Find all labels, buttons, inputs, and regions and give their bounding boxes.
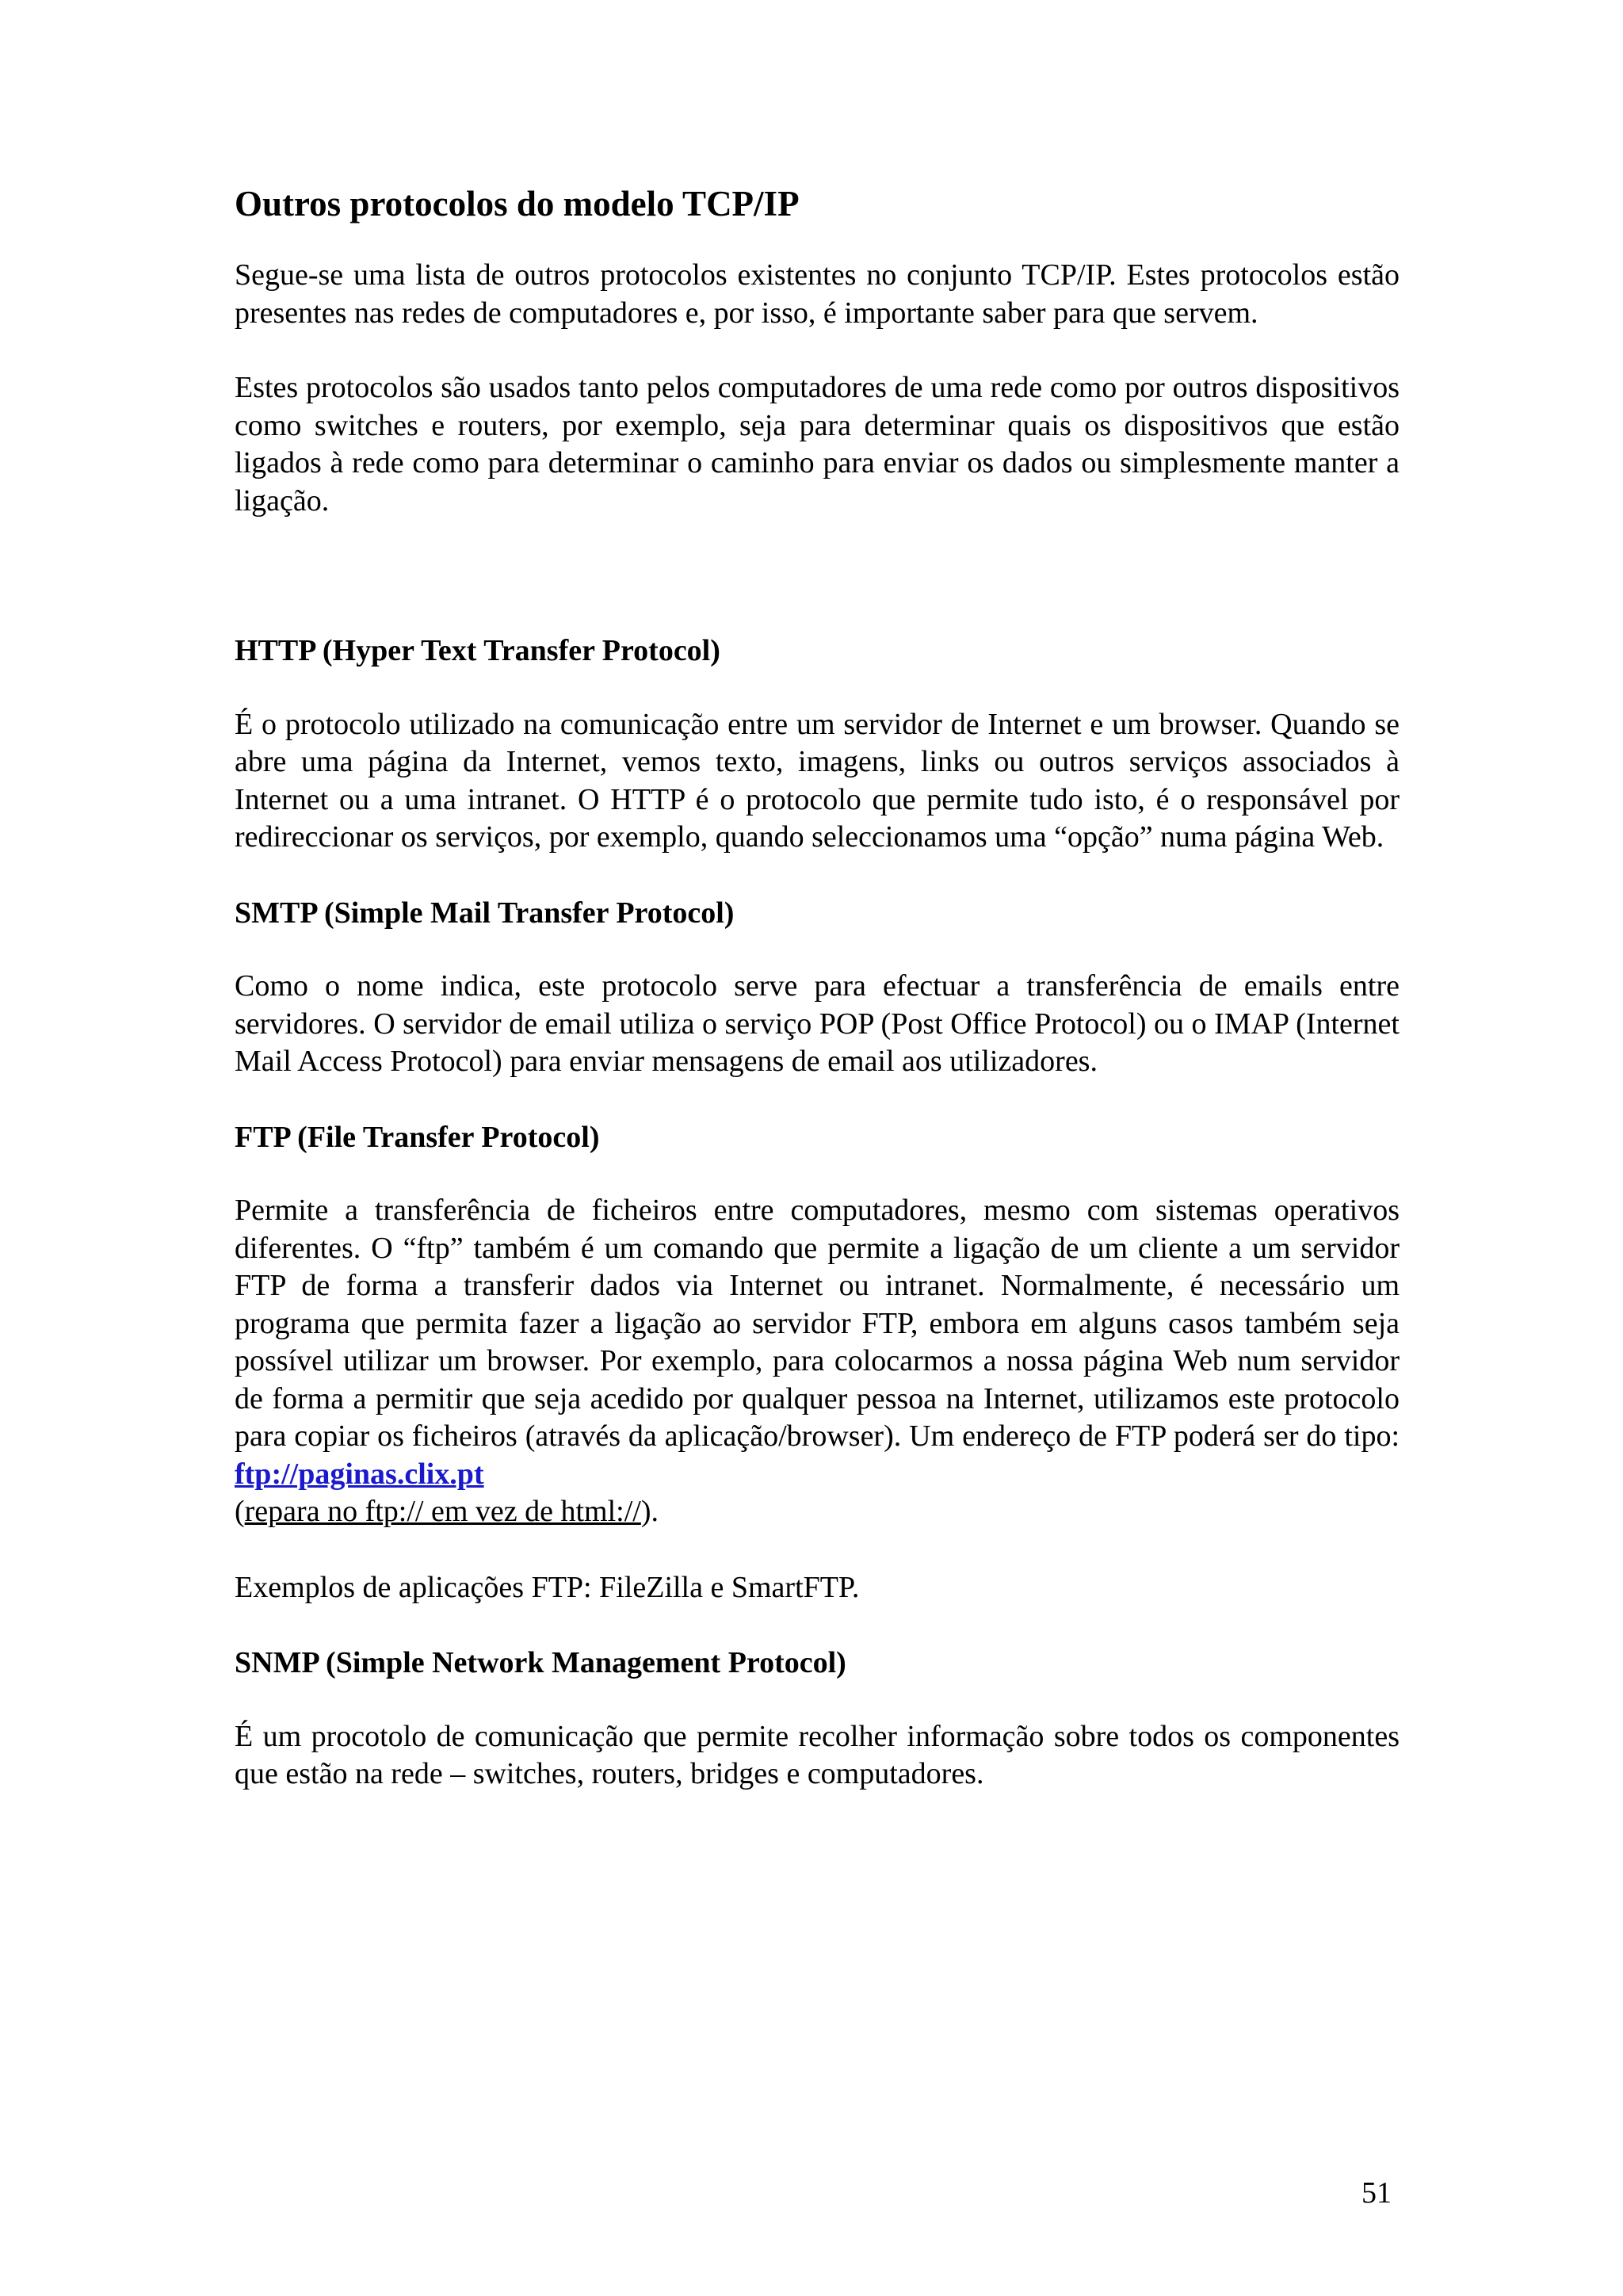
document-page: [235, 182, 1400, 1794]
page-number: 51: [1361, 2176, 1392, 2210]
ftp-note-open: (: [235, 1495, 245, 1528]
snmp-heading: SNMP (Simple Network Management Protocol): [235, 1646, 846, 1679]
smtp-paragraph: Como o nome indica, este protocolo serve para efectuar a transferência de emails entre servidores. O servidor de email utiliza o serviço POP (Post Office Protocol) ou o IMAP (Internet Mail Access Protocol) para enviar mensagens de email aos utilizadores.: [235, 969, 1400, 1078]
smtp-heading: SMTP (Simple Mail Transfer Protocol): [235, 896, 735, 930]
intro-paragraph-1: Segue-se uma lista de outros protocolos existentes no conjunto TCP/IP. Estes protocolos estão presentes nas redes de computadores e, por isso, é importante saber para que servem.: [235, 258, 1400, 330]
ftp-paragraph-text: Permite a transferência de ficheiros entre computadores, mesmo com sistemas operativos diferentes. O “ftp” também é um comando que permite a ligação de um cliente a um servidor FTP de forma a transferir dados via Internet ou intranet. Normalmente, é necessário um programa que permita fazer a ligação ao servidor FTP, embora em alguns casos também seja possível utilizar um browser. Por exemplo, para colocarmos a nossa página Web num servidor de forma a permitir que seja acedido por qualquer pessoa na Internet, utilizamos este protocolo para copiar os ficheiros (através da aplicação/browser). Um endereço de FTP poderá ser do tipo:: [235, 1194, 1400, 1453]
ftp-examples: Exemplos de aplicações FTP: FileZilla e SmartFTP.: [235, 1570, 860, 1604]
ftp-note-close: ).: [640, 1495, 659, 1528]
intro-paragraph-2: Estes protocolos são usados tanto pelos computadores de uma rede como por outros dispositivos como switches e routers, por exemplo, seja para determinar quais os dispositivos que estão ligados à rede como para determinar o caminho para enviar os dados ou simplesmente manter a ligação.: [235, 371, 1400, 518]
page-title: Outros protocolos do modelo TCP/IP: [235, 184, 800, 223]
ftp-heading: FTP (File Transfer Protocol): [235, 1120, 600, 1154]
ftp-note: repara no ftp:// em vez de html://: [244, 1495, 641, 1528]
http-heading: HTTP (Hyper Text Transfer Protocol): [235, 634, 720, 667]
snmp-paragraph: É um procotolo de comunicação que permite recolher informação sobre todos os componentes que estão na rede – switches, routers, bridges e computadores.: [235, 1719, 1400, 1790]
ftp-example-link[interactable]: ftp://paginas.clix.pt: [235, 1457, 484, 1491]
ftp-paragraph: [235, 1192, 1400, 1531]
http-paragraph: É o protocolo utilizado na comunicação entre um servidor de Internet e um browser. Quando se abre uma página da Internet, vemos texto, imagens, links ou outros serviços associados à Internet ou a uma intranet. O HTTP é o protocolo que permite tudo isto, é o responsável por redireccionar os serviços, por exemplo, quando seleccionamos uma “opção” numa página Web.: [235, 707, 1400, 854]
